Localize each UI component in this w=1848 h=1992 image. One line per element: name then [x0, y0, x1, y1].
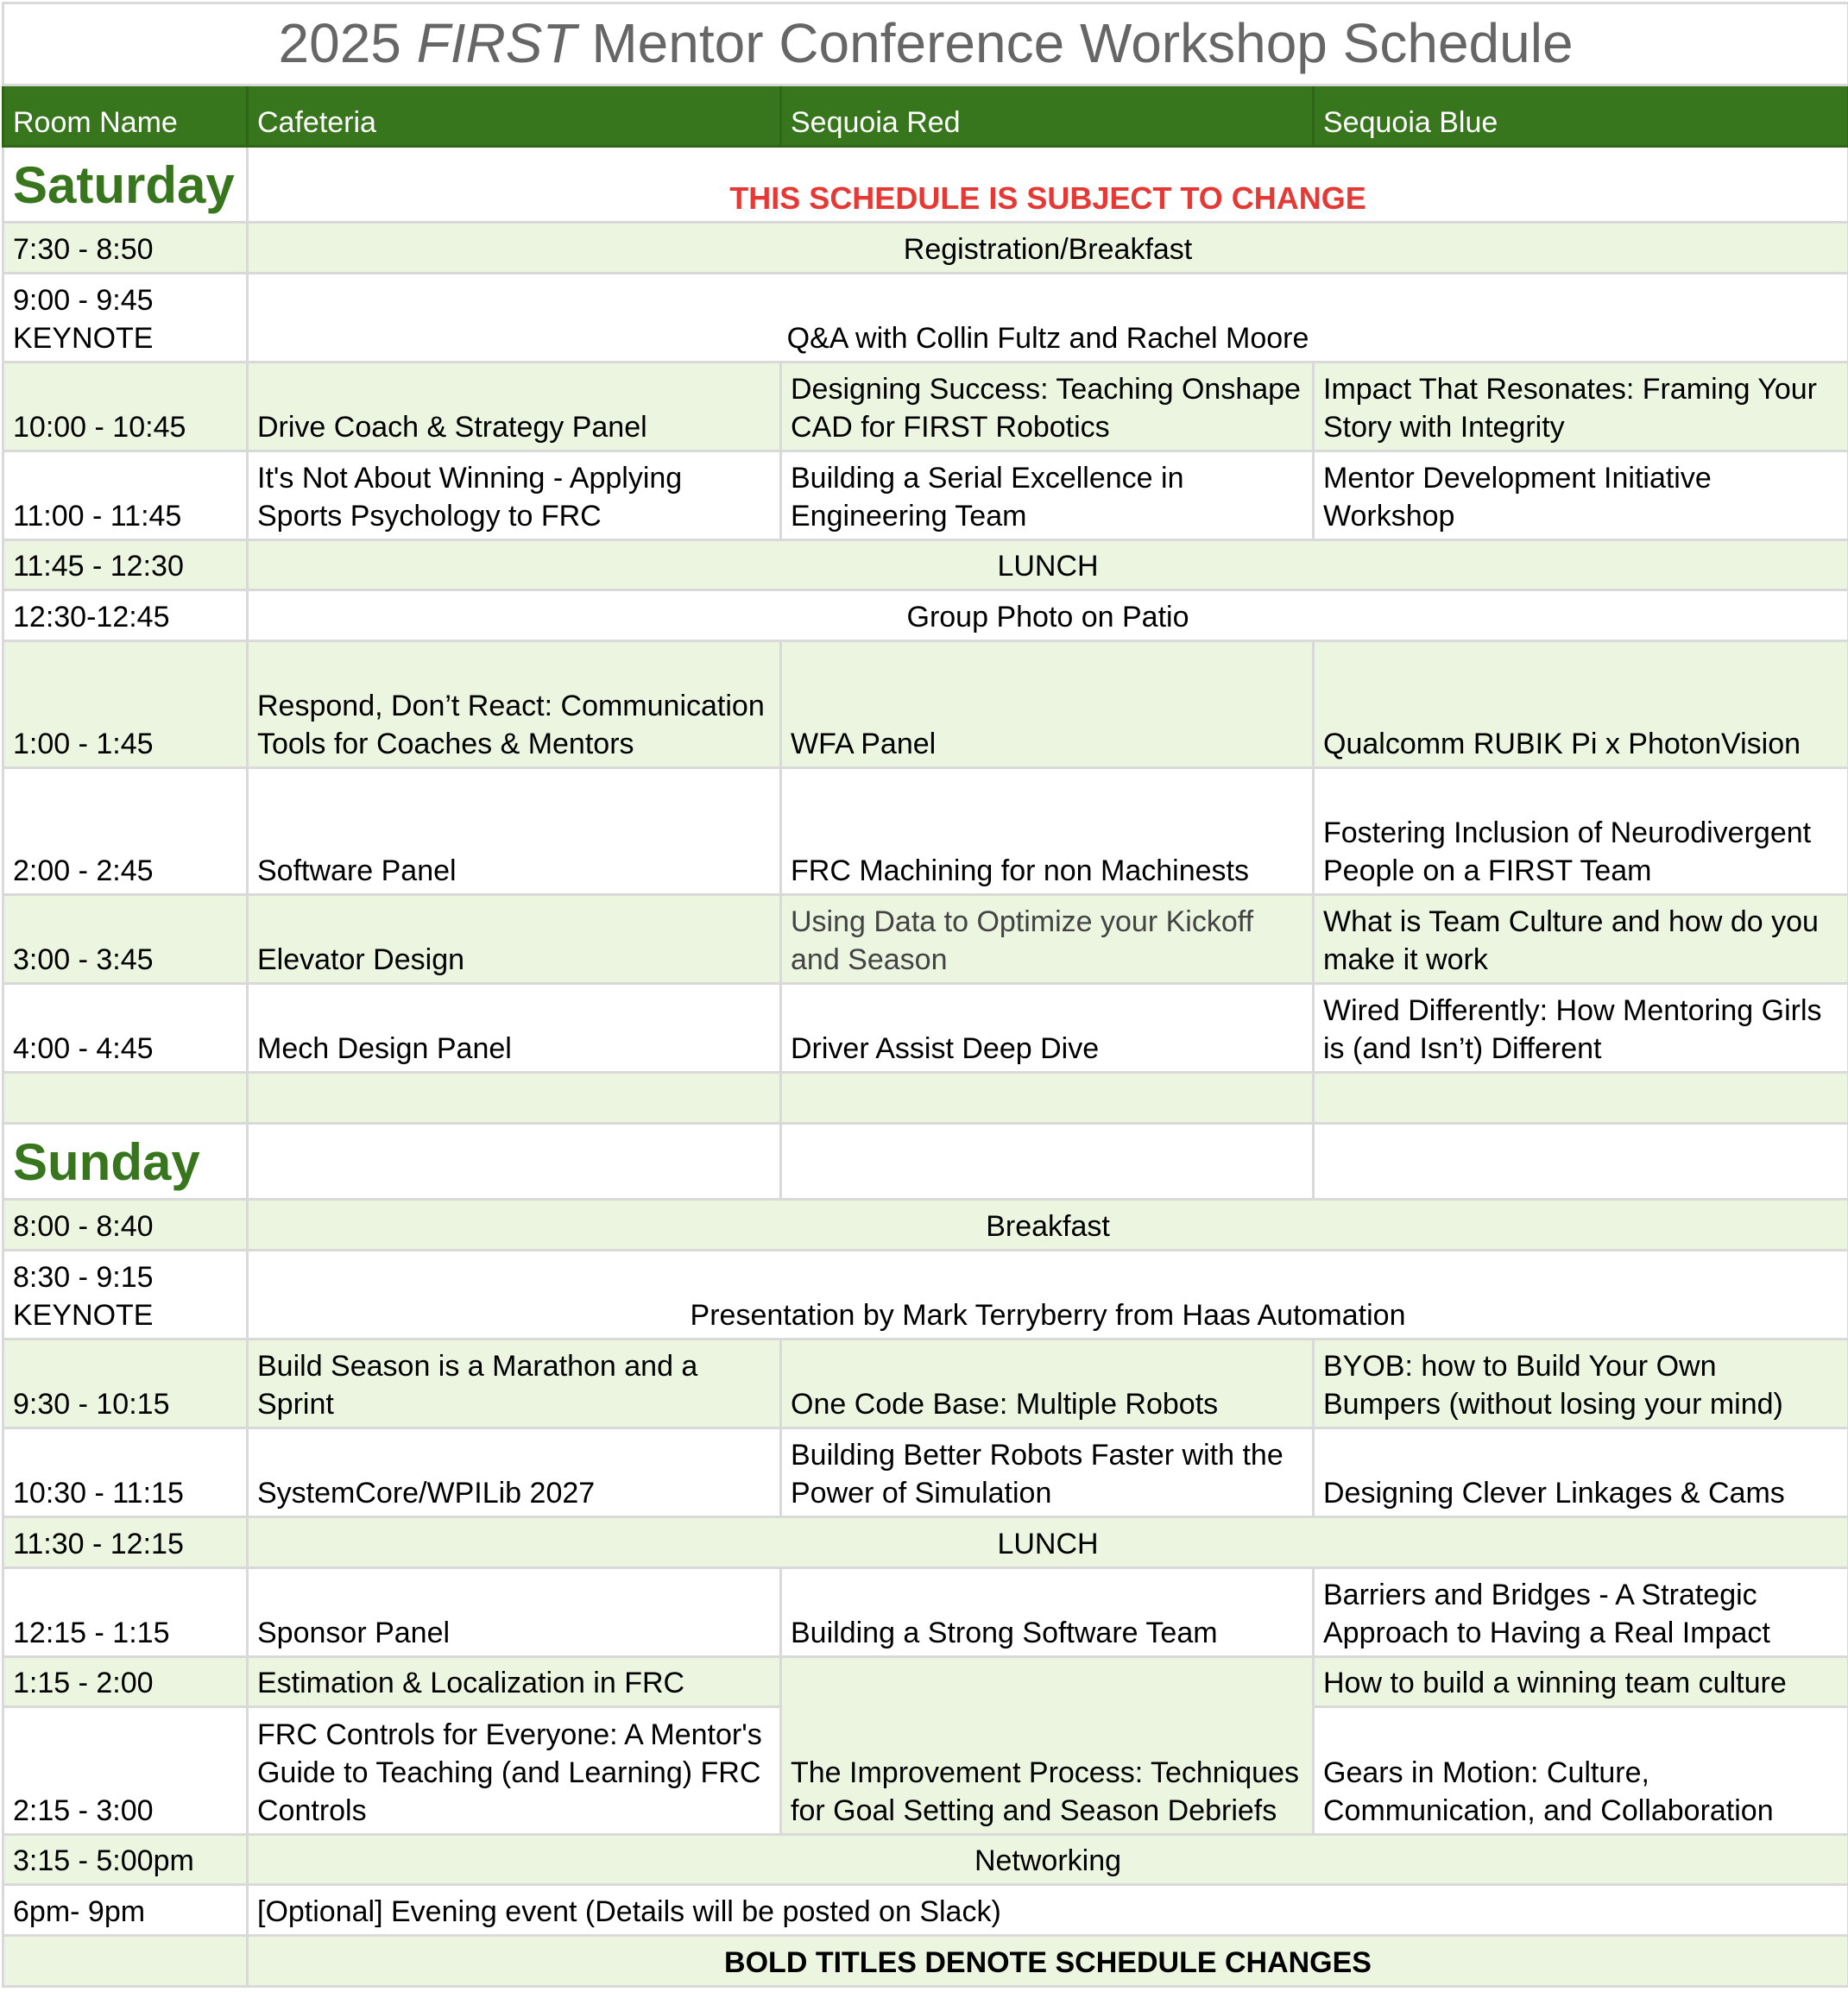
time-slot: 10:30 - 11:15: [3, 1428, 248, 1517]
keynote-session: Presentation by Mark Terryberry from Haas Automation: [248, 1251, 1848, 1340]
time-slot: 7:30 - 8:50: [3, 223, 248, 274]
session-sequoia-red: FRC Machining for non Machinests: [781, 768, 1314, 895]
session-sequoia-red: The Improvement Process: Techniques for Goal Setting and Season Debriefs: [781, 1657, 1314, 1835]
session-cafeteria: Sponsor Panel: [248, 1568, 781, 1657]
time-slot: 9:00 - 9:45 KEYNOTE: [3, 274, 248, 362]
header-sequoia-red: Sequoia Red: [781, 85, 1314, 147]
session-cafeteria: Estimation & Localization in FRC: [248, 1657, 781, 1707]
time-slot: 11:00 - 11:45: [3, 451, 248, 540]
session-sequoia-red: One Code Base: Multiple Robots: [781, 1340, 1314, 1428]
time-slot: 1:00 - 1:45: [3, 641, 248, 768]
session-sequoia-blue: Fostering Inclusion of Neurodivergent People on a FIRST Team: [1314, 768, 1848, 895]
time-slot: 9:30 - 10:15: [3, 1340, 248, 1428]
session-sequoia-red: Driver Assist Deep Dive: [781, 984, 1314, 1073]
keynote-label: KEYNOTE: [13, 1296, 237, 1334]
time-slot: 8:30 - 9:15 KEYNOTE: [3, 1251, 248, 1340]
session-sequoia-blue: Impact That Resonates: Framing Your Story with Integrity: [1314, 362, 1848, 451]
session-sequoia-blue: Gears in Motion: Culture, Communication, and Collaboration: [1314, 1707, 1848, 1835]
keynote-label: KEYNOTE: [13, 319, 237, 357]
time-slot: 12:15 - 1:15: [3, 1568, 248, 1657]
session-all-rooms: LUNCH: [248, 1517, 1848, 1568]
table-row: [3, 1428, 1848, 1517]
time-slot: 6pm- 9pm: [3, 1885, 248, 1936]
sunday-day-row: [3, 1124, 1848, 1200]
empty-cell: [248, 1124, 781, 1200]
session-cafeteria: Drive Coach & Strategy Panel: [248, 362, 781, 451]
empty-cell: [3, 1936, 248, 1987]
footer-row: [3, 1936, 1848, 1987]
time-slot: 8:00 - 8:40: [3, 1200, 248, 1251]
keynote-session: Q&A with Collin Fultz and Rachel Moore: [248, 274, 1848, 362]
time-slot: 3:00 - 3:45: [3, 895, 248, 984]
time-slot: 2:15 - 3:00: [3, 1707, 248, 1835]
session-sequoia-blue: How to build a winning team culture: [1314, 1657, 1848, 1707]
session-sequoia-blue: Wired Differently: How Mentoring Girls is (and Isn’t) Different: [1314, 984, 1848, 1073]
table-row: [3, 1340, 1848, 1428]
time-slot: 1:15 - 2:00: [3, 1657, 248, 1707]
empty-cell: [248, 1073, 781, 1124]
session-all-rooms: Breakfast: [248, 1200, 1848, 1251]
session-sequoia-red: Building Better Robots Faster with the Power of Simulation: [781, 1428, 1314, 1517]
session-all-rooms: Registration/Breakfast: [248, 223, 1848, 274]
table-row: [3, 1517, 1848, 1568]
table-row: [3, 768, 1848, 895]
table-row: [3, 590, 1848, 641]
header-room-name: Room Name: [3, 85, 248, 147]
session-sequoia-blue: Designing Clever Linkages & Cams: [1314, 1428, 1848, 1517]
day-label-saturday: Saturday: [3, 147, 248, 223]
table-row: [3, 1251, 1848, 1340]
session-sequoia-red: Building a Serial Excellence in Engineering Team: [781, 451, 1314, 540]
table-row: [3, 274, 1848, 362]
session-cafeteria: Build Season is a Marathon and a Sprint: [248, 1340, 781, 1428]
session-sequoia-blue: What is Team Culture and how do you make it work: [1314, 895, 1848, 984]
table-row: [3, 540, 1848, 590]
table-row: [3, 362, 1848, 451]
saturday-day-row: [3, 147, 1848, 223]
table-row: [3, 1200, 1848, 1251]
time-slot: 4:00 - 4:45: [3, 984, 248, 1073]
footer-note: BOLD TITLES DENOTE SCHEDULE CHANGES: [248, 1936, 1848, 1987]
table-row: [3, 1835, 1848, 1885]
table-row: [3, 984, 1848, 1073]
time-slot: 10:00 - 10:45: [3, 362, 248, 451]
title-row: [3, 3, 1848, 85]
title-first-italic: FIRST: [417, 12, 577, 74]
table-row: [3, 895, 1848, 984]
empty-cell: [781, 1124, 1314, 1200]
session-all-rooms: Networking: [248, 1835, 1848, 1885]
page-title: 2025 FIRST Mentor Conference Workshop Schedule: [3, 3, 1848, 85]
table-row: [3, 1657, 1848, 1707]
empty-cell: [3, 1073, 248, 1124]
header-cafeteria: Cafeteria: [248, 85, 781, 147]
table-row: [3, 1568, 1848, 1657]
session-cafeteria: Software Panel: [248, 768, 781, 895]
day-label-sunday: Sunday: [3, 1124, 248, 1200]
session-cafeteria: Elevator Design: [248, 895, 781, 984]
session-all-rooms: LUNCH: [248, 540, 1848, 590]
schedule-change-notice: THIS SCHEDULE IS SUBJECT TO CHANGE: [248, 147, 1848, 223]
empty-cell: [781, 1073, 1314, 1124]
session-all-rooms: Group Photo on Patio: [248, 590, 1848, 641]
session-cafeteria: FRC Controls for Everyone: A Mentor's Guide to Teaching (and Learning) FRC Controls: [248, 1707, 781, 1835]
session-all-rooms: [Optional] Evening event (Details will be posted on Slack): [248, 1885, 1848, 1936]
session-sequoia-blue: Barriers and Bridges - A Strategic Approach to Having a Real Impact: [1314, 1568, 1848, 1657]
empty-cell: [1314, 1124, 1848, 1200]
empty-row: [3, 1073, 1848, 1124]
header-row: [3, 85, 1848, 147]
table-row: [3, 451, 1848, 540]
session-cafeteria: Mech Design Panel: [248, 984, 781, 1073]
table-row: [3, 223, 1848, 274]
header-sequoia-blue: Sequoia Blue: [1314, 85, 1848, 147]
time-slot: 2:00 - 2:45: [3, 768, 248, 895]
session-cafeteria: It's Not About Winning - Applying Sports Psychology to FRC: [248, 451, 781, 540]
empty-cell: [1314, 1073, 1848, 1124]
workshop-schedule-table: [2, 2, 1848, 1988]
time-slot: 12:30-12:45: [3, 590, 248, 641]
session-sequoia-red: WFA Panel: [781, 641, 1314, 768]
session-sequoia-red: Building a Strong Software Team: [781, 1568, 1314, 1657]
table-row: [3, 641, 1848, 768]
session-cafeteria: SystemCore/WPILib 2027: [248, 1428, 781, 1517]
time-slot: 11:45 - 12:30: [3, 540, 248, 590]
time-slot: 11:30 - 12:15: [3, 1517, 248, 1568]
session-sequoia-red: Using Data to Optimize your Kickoff and Season: [781, 895, 1314, 984]
table-row: [3, 1885, 1848, 1936]
session-sequoia-blue: BYOB: how to Build Your Own Bumpers (without losing your mind): [1314, 1340, 1848, 1428]
session-sequoia-blue: Qualcomm RUBIK Pi x PhotonVision: [1314, 641, 1848, 768]
time-slot: 3:15 - 5:00pm: [3, 1835, 248, 1885]
session-cafeteria: Respond, Don’t React: Communication Tools for Coaches & Mentors: [248, 641, 781, 768]
session-sequoia-red: Designing Success: Teaching Onshape CAD for FIRST Robotics: [781, 362, 1314, 451]
session-sequoia-blue: Mentor Development Initiative Workshop: [1314, 451, 1848, 540]
